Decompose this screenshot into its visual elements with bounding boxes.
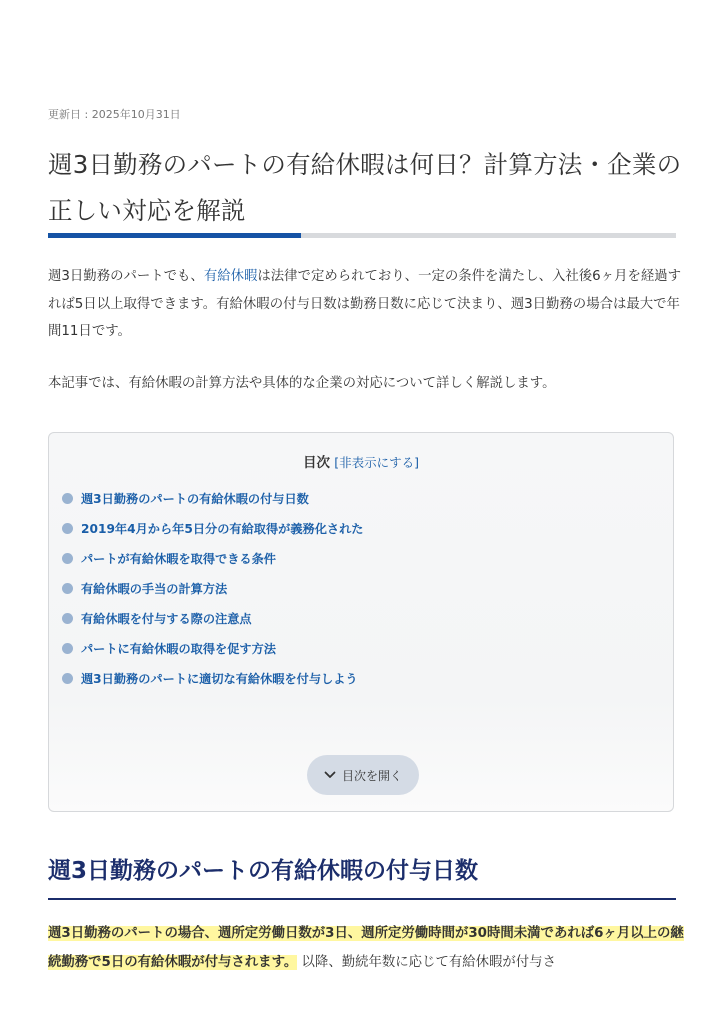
toc-item[interactable] bbox=[62, 603, 363, 633]
bullet-icon bbox=[62, 493, 73, 504]
intro-prefix: 週3日勤務のパートでも、 bbox=[48, 269, 204, 284]
toc-list bbox=[62, 483, 363, 693]
toc-item[interactable] bbox=[62, 513, 363, 543]
title-underline bbox=[48, 233, 676, 238]
toc-item[interactable] bbox=[62, 483, 363, 513]
toc-item-label: 有給休暇の手当の計算方法 bbox=[81, 581, 228, 596]
toc-item-label: パートに有給休暇の取得を促す方法 bbox=[81, 641, 276, 656]
section-heading: 週3日勤務のパートの有給休暇の付与日数 bbox=[48, 858, 479, 884]
toc-item-label: 有給休暇を付与する際の注意点 bbox=[81, 611, 252, 626]
toc-item[interactable] bbox=[62, 543, 363, 573]
bullet-icon bbox=[62, 583, 73, 594]
chevron-down-icon bbox=[324, 771, 336, 779]
toc-open-label: 目次を開く bbox=[341, 768, 402, 783]
page-title: 週3日勤務のパートの有給休暇は何日？計算方法・企業の正しい対応を解説 bbox=[48, 150, 682, 225]
bullet-icon bbox=[62, 553, 73, 564]
highlighted-text: 週3日勤務のパートの場合、週所定労働日数が3日、週所定労働時間が30時間未満であれば6ヶ月以上の継続勤務で5日の有給休暇が付与されます。 bbox=[48, 926, 684, 970]
section-paragraph bbox=[48, 919, 684, 977]
intro-paragraph-2: 本記事では、有給休暇の計算方法や具体的な企業の対応について詳しく解説します。 bbox=[48, 376, 556, 391]
toc-item[interactable] bbox=[62, 573, 363, 603]
intro-paragraph bbox=[48, 263, 684, 346]
bullet-icon bbox=[62, 673, 73, 684]
toc-item[interactable] bbox=[62, 633, 363, 663]
toc-header bbox=[49, 451, 673, 471]
table-of-contents bbox=[48, 432, 674, 812]
toc-item[interactable] bbox=[62, 663, 363, 693]
toc-item-label: 週3日勤務のパートに適切な有給休暇を付与しよう bbox=[81, 671, 358, 686]
section-text: 以降、勤続年数に応じて有給休暇が付与さ bbox=[297, 955, 556, 970]
toc-item-label: 週3日勤務のパートの有給休暇の付与日数 bbox=[81, 491, 309, 506]
intro-suffix: は法律で定められており、一定の条件を満たし、入社後6ヶ月を経過すれば5日以上取得できます。有給休暇の付与日数は勤務日数に応じて決まり、週3日勤務の場合は最大で年間11日です。 bbox=[48, 269, 682, 339]
toc-item-label: 2019年4月から年5日分の有給取得が義務化された bbox=[81, 521, 364, 536]
toc-heading: 目次 bbox=[302, 455, 330, 471]
updated-date: 更新日 : 2025年10月31日 bbox=[48, 108, 181, 121]
paid-leave-link[interactable]: 有給休暇 bbox=[203, 269, 258, 284]
toc-hide-toggle[interactable]: [非表示にする] bbox=[334, 455, 420, 470]
toc-item-label: パートが有給休暇を取得できる条件 bbox=[81, 551, 276, 566]
bullet-icon bbox=[62, 643, 73, 654]
bullet-icon bbox=[62, 613, 73, 624]
section-heading-underline bbox=[48, 898, 676, 900]
toc-open-button[interactable] bbox=[307, 755, 419, 795]
bullet-icon bbox=[62, 523, 73, 534]
title-underline-accent bbox=[48, 233, 301, 238]
